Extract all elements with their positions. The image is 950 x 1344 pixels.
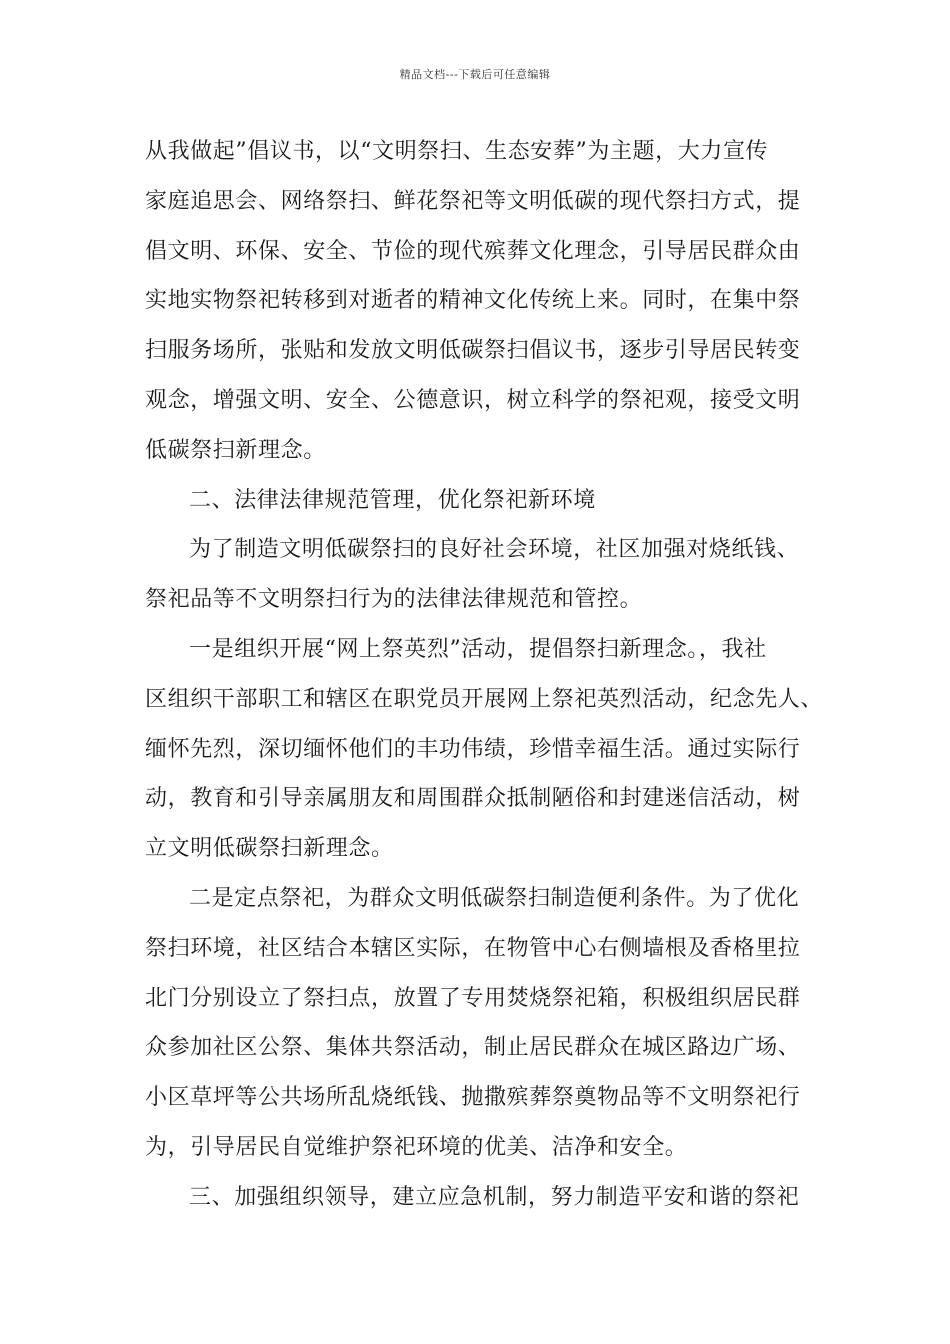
text-line: 北门分别设立了祭扫点，放置了专用焚烧祭祀箱，积极组织居民群 bbox=[145, 985, 801, 1011]
text-line: 缅怀先烈，深切缅怀他们的丰功伟绩，珍惜幸福生活。通过实际行 bbox=[145, 736, 801, 762]
text-line: 小区草坪等公共场所乱烧纸钱、抛撒殡葬祭奠物品等不文明祭祀行 bbox=[145, 1085, 801, 1111]
text-line: 立文明低碳祭扫新理念。 bbox=[145, 836, 394, 862]
text-line: 实地实物祭祀转移到对逝者的精神文化传统上来。同时，在集中祭 bbox=[145, 288, 801, 314]
page-header: 精品文档---下载后可任意编辑 bbox=[399, 68, 551, 81]
text-line: 二是定点祭祀，为群众文明低碳祭扫制造便利条件。为了优化 bbox=[189, 885, 800, 911]
text-line: 扫服务场所，张贴和发放文明低碳祭扫倡议书，逐步引导居民转变 bbox=[145, 338, 801, 364]
text-line: 祭扫环境，社区结合本辖区实际，在物管中心右侧墙根及香格里拉 bbox=[145, 935, 801, 961]
text-line: 动，教育和引导亲属朋友和周围群众抵制陋俗和封建迷信活动，树 bbox=[145, 786, 801, 812]
text-line: 为了制造文明低碳祭扫的良好社会环境，社区加强对烧纸钱、 bbox=[189, 537, 800, 563]
text-line: 倡文明、环保、安全、节俭的现代殡葬文化理念，引导居民群众由 bbox=[145, 238, 801, 264]
text-line: 区组织干部职工和辖区在职党员开展网上祭祀英烈活动，纪念先人、 bbox=[145, 686, 824, 712]
text-line: 低碳祭扫新理念。 bbox=[145, 437, 326, 463]
text-line: 三、加强组织领导，建立应急机制，努力制造平安和谐的祭祀 bbox=[189, 1184, 800, 1210]
text-line: 为，引导居民自觉维护祭祀环境的优美、洁净和安全。 bbox=[145, 1134, 688, 1160]
text-line: 家庭追思会、网络祭扫、鲜花祭祀等文明低碳的现代祭扫方式，提 bbox=[145, 188, 801, 214]
document-body bbox=[145, 127, 825, 1223]
text-line: 从我做起”倡议书，以“文明祭扫、生态安葬”为主题，大力宣传 bbox=[145, 139, 769, 164]
text-line: 祭祀品等不文明祭扫行为的法律法律规范和管控。 bbox=[145, 587, 643, 613]
text-line: 众参加社区公祭、集体共祭活动，制止居民群众在城区路边广场、 bbox=[145, 1035, 801, 1061]
text-line: 一是组织开展“网上祭英烈”活动，提倡祭扫新理念。，我社 bbox=[189, 636, 767, 662]
text-line: 二、法律法律规范管理，优化祭祀新环境 bbox=[189, 487, 596, 513]
text-line: 观念，增强文明、安全、公德意识，树立科学的祭祀观，接受文明 bbox=[145, 387, 801, 413]
